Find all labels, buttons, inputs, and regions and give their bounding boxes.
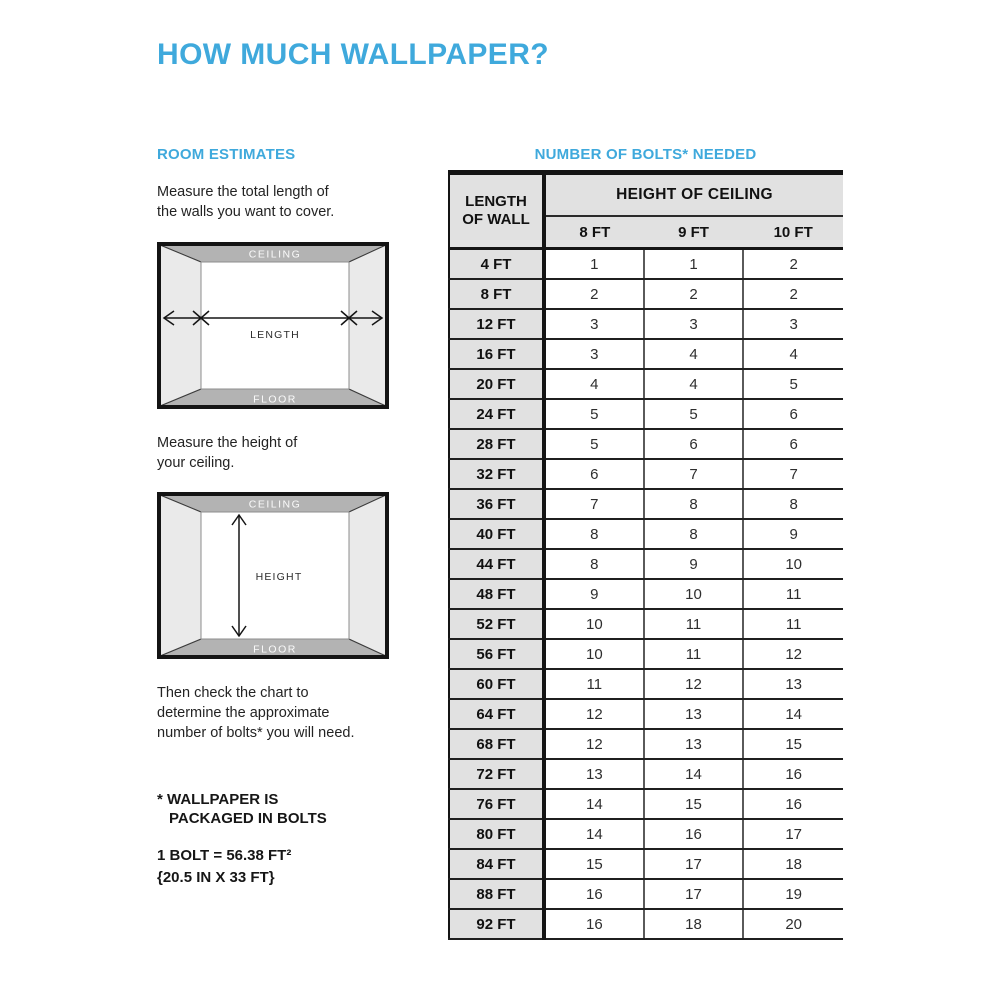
- table-row: [449, 759, 843, 789]
- bolts-value-cell: 12: [743, 639, 843, 669]
- table-row: [449, 639, 843, 669]
- table-row: [449, 819, 843, 849]
- room-height-diagram: [157, 492, 389, 659]
- height-measure-label: HEIGHT: [255, 571, 303, 583]
- wall-length-cell: 12 FT: [449, 309, 544, 339]
- bolts-value-cell: 2: [743, 279, 843, 309]
- bolts-value-cell: 18: [644, 909, 744, 939]
- wall-length-header-line: LENGTH: [465, 193, 527, 210]
- bolts-value-cell: 7: [544, 489, 644, 519]
- table-row: [449, 369, 843, 399]
- bolts-value-cell: 5: [743, 369, 843, 399]
- bolts-value-cell: 6: [743, 429, 843, 459]
- left-wall-surface: [160, 245, 201, 406]
- wall-length-cell: 64 FT: [449, 699, 544, 729]
- bolts-value-cell: 9: [544, 579, 644, 609]
- bolts-value-cell: 9: [743, 519, 843, 549]
- bolts-value-cell: 17: [743, 819, 843, 849]
- ceiling-height-group-header: HEIGHT OF CEILING: [544, 173, 843, 217]
- wall-length-cell: 40 FT: [449, 519, 544, 549]
- bolts-value-cell: 2: [743, 249, 843, 280]
- footnote-line: * WALLPAPER IS: [157, 791, 279, 808]
- wall-length-cell: 72 FT: [449, 759, 544, 789]
- wall-length-cell: 8 FT: [449, 279, 544, 309]
- wall-length-header: [449, 173, 544, 249]
- bolts-value-cell: 10: [644, 579, 744, 609]
- table-row: [449, 849, 843, 879]
- wall-length-cell: 56 FT: [449, 639, 544, 669]
- bolts-footnote: [157, 790, 327, 828]
- right-wall-surface: [349, 245, 386, 406]
- instruction-measure-height: [157, 433, 297, 473]
- bolts-value-cell: 1: [644, 249, 744, 280]
- floor-label: FLOOR: [253, 643, 297, 656]
- bolts-value-cell: 8: [644, 519, 744, 549]
- bolts-value-cell: 6: [743, 399, 843, 429]
- bolts-value-cell: 10: [544, 639, 644, 669]
- bolts-value-cell: 13: [644, 729, 744, 759]
- page-title: HOW MUCH WALLPAPER?: [157, 38, 550, 71]
- bolts-value-cell: 7: [644, 459, 744, 489]
- bolts-value-cell: 4: [644, 369, 744, 399]
- bolts-value-cell: 16: [544, 909, 644, 939]
- room-length-diagram: [157, 242, 389, 409]
- wall-length-cell: 32 FT: [449, 459, 544, 489]
- bolts-value-cell: 5: [544, 429, 644, 459]
- bolts-value-cell: 11: [644, 609, 744, 639]
- ceiling-height-column-header: 10 FT: [743, 216, 843, 249]
- table-row: [449, 489, 843, 519]
- bolts-value-cell: 19: [743, 879, 843, 909]
- bolts-value-cell: 5: [544, 399, 644, 429]
- instruction-line: your ceiling.: [157, 455, 235, 471]
- table-row: [449, 249, 843, 280]
- wall-length-cell: 24 FT: [449, 399, 544, 429]
- table-row: [449, 699, 843, 729]
- instruction-measure-length: [157, 182, 334, 222]
- table-row: [449, 729, 843, 759]
- bolt-spec-line: {20.5 IN X 33 FT}: [157, 869, 275, 886]
- table-row: [449, 429, 843, 459]
- wall-length-cell: 68 FT: [449, 729, 544, 759]
- ceiling-label: CEILING: [248, 248, 302, 261]
- bolts-value-cell: 8: [544, 549, 644, 579]
- room-estimates-heading: ROOM ESTIMATES: [157, 146, 296, 163]
- bolts-value-cell: 3: [644, 309, 744, 339]
- back-wall-surface: [201, 262, 349, 389]
- bolts-value-cell: 14: [743, 699, 843, 729]
- bolts-value-cell: 6: [544, 459, 644, 489]
- table-row: [449, 399, 843, 429]
- table-row: [449, 579, 843, 609]
- bolts-value-cell: 12: [644, 669, 744, 699]
- wall-length-cell: 76 FT: [449, 789, 544, 819]
- bolts-value-cell: 5: [644, 399, 744, 429]
- wall-length-cell: 52 FT: [449, 609, 544, 639]
- bolts-value-cell: 7: [743, 459, 843, 489]
- instruction-line: Then check the chart to: [157, 685, 309, 701]
- bolts-value-cell: 10: [544, 609, 644, 639]
- instruction-line: determine the approximate: [157, 705, 330, 721]
- table-row: [449, 789, 843, 819]
- wall-length-cell: 44 FT: [449, 549, 544, 579]
- footnote-line: PACKAGED IN BOLTS: [169, 810, 327, 827]
- wall-length-cell: 20 FT: [449, 369, 544, 399]
- bolts-value-cell: 9: [644, 549, 744, 579]
- bolts-value-cell: 17: [644, 849, 744, 879]
- table-row: [449, 309, 843, 339]
- wall-length-cell: 36 FT: [449, 489, 544, 519]
- instruction-line: number of bolts* you will need.: [157, 725, 355, 741]
- bolt-size-spec: [157, 845, 291, 889]
- ceiling-height-column-header: 8 FT: [544, 216, 644, 249]
- bolts-table-container: [448, 170, 843, 940]
- instruction-line: the walls you want to cover.: [157, 204, 335, 220]
- table-row: [449, 609, 843, 639]
- bolts-needed-heading: NUMBER OF BOLTS* NEEDED: [534, 146, 757, 163]
- bolts-value-cell: 15: [644, 789, 744, 819]
- table-row: [449, 339, 843, 369]
- bolts-value-cell: 12: [544, 699, 644, 729]
- table-row: [449, 279, 843, 309]
- table-row: [449, 459, 843, 489]
- bolts-table-header: [449, 173, 843, 249]
- floor-label: FLOOR: [253, 393, 297, 406]
- table-row: [449, 549, 843, 579]
- bolts-value-cell: 12: [544, 729, 644, 759]
- bolts-table: [448, 170, 843, 940]
- left-wall-surface: [160, 495, 201, 656]
- bolts-value-cell: 3: [544, 309, 644, 339]
- instruction-check-chart: [157, 683, 354, 743]
- wall-length-cell: 80 FT: [449, 819, 544, 849]
- table-row: [449, 669, 843, 699]
- bolts-value-cell: 10: [743, 549, 843, 579]
- wall-length-cell: 92 FT: [449, 909, 544, 939]
- bolts-value-cell: 13: [644, 699, 744, 729]
- bolt-spec-line: 1 BOLT = 56.38 FT²: [157, 847, 292, 864]
- wall-length-cell: 48 FT: [449, 579, 544, 609]
- bolts-value-cell: 8: [743, 489, 843, 519]
- bolts-value-cell: 6: [644, 429, 744, 459]
- bolts-value-cell: 13: [544, 759, 644, 789]
- bolts-value-cell: 1: [544, 249, 644, 280]
- bolts-value-cell: 14: [644, 759, 744, 789]
- bolts-value-cell: 16: [743, 759, 843, 789]
- wall-length-cell: 28 FT: [449, 429, 544, 459]
- wall-length-cell: 88 FT: [449, 879, 544, 909]
- bolts-value-cell: 18: [743, 849, 843, 879]
- wall-length-cell: 16 FT: [449, 339, 544, 369]
- bolts-value-cell: 4: [544, 369, 644, 399]
- bolts-value-cell: 2: [544, 279, 644, 309]
- wall-length-header-line: OF WALL: [462, 211, 530, 228]
- length-measure-label: LENGTH: [250, 329, 300, 341]
- ceiling-height-column-header: 9 FT: [644, 216, 744, 249]
- bolts-value-cell: 14: [544, 789, 644, 819]
- bolts-value-cell: 15: [743, 729, 843, 759]
- bolts-value-cell: 16: [743, 789, 843, 819]
- wall-length-cell: 84 FT: [449, 849, 544, 879]
- bolts-value-cell: 4: [743, 339, 843, 369]
- bolts-table-body: [449, 249, 843, 940]
- bolts-value-cell: 3: [743, 309, 843, 339]
- bolts-value-cell: 13: [743, 669, 843, 699]
- instruction-line: Measure the height of: [157, 435, 298, 451]
- table-row: [449, 879, 843, 909]
- instruction-line: Measure the total length of: [157, 184, 329, 200]
- bolts-value-cell: 11: [644, 639, 744, 669]
- bolts-value-cell: 17: [644, 879, 744, 909]
- bolts-value-cell: 20: [743, 909, 843, 939]
- bolts-value-cell: 16: [544, 879, 644, 909]
- bolts-value-cell: 3: [544, 339, 644, 369]
- right-wall-surface: [349, 495, 386, 656]
- bolts-value-cell: 8: [544, 519, 644, 549]
- bolts-value-cell: 14: [544, 819, 644, 849]
- bolts-value-cell: 16: [644, 819, 744, 849]
- bolts-value-cell: 2: [644, 279, 744, 309]
- table-row: [449, 519, 843, 549]
- wall-length-cell: 60 FT: [449, 669, 544, 699]
- bolts-value-cell: 4: [644, 339, 744, 369]
- bolts-value-cell: 11: [743, 609, 843, 639]
- table-row: [449, 909, 843, 939]
- bolts-value-cell: 11: [743, 579, 843, 609]
- bolts-value-cell: 11: [544, 669, 644, 699]
- wall-length-cell: 4 FT: [449, 249, 544, 280]
- bolts-value-cell: 15: [544, 849, 644, 879]
- bolts-value-cell: 8: [644, 489, 744, 519]
- ceiling-label: CEILING: [248, 498, 302, 511]
